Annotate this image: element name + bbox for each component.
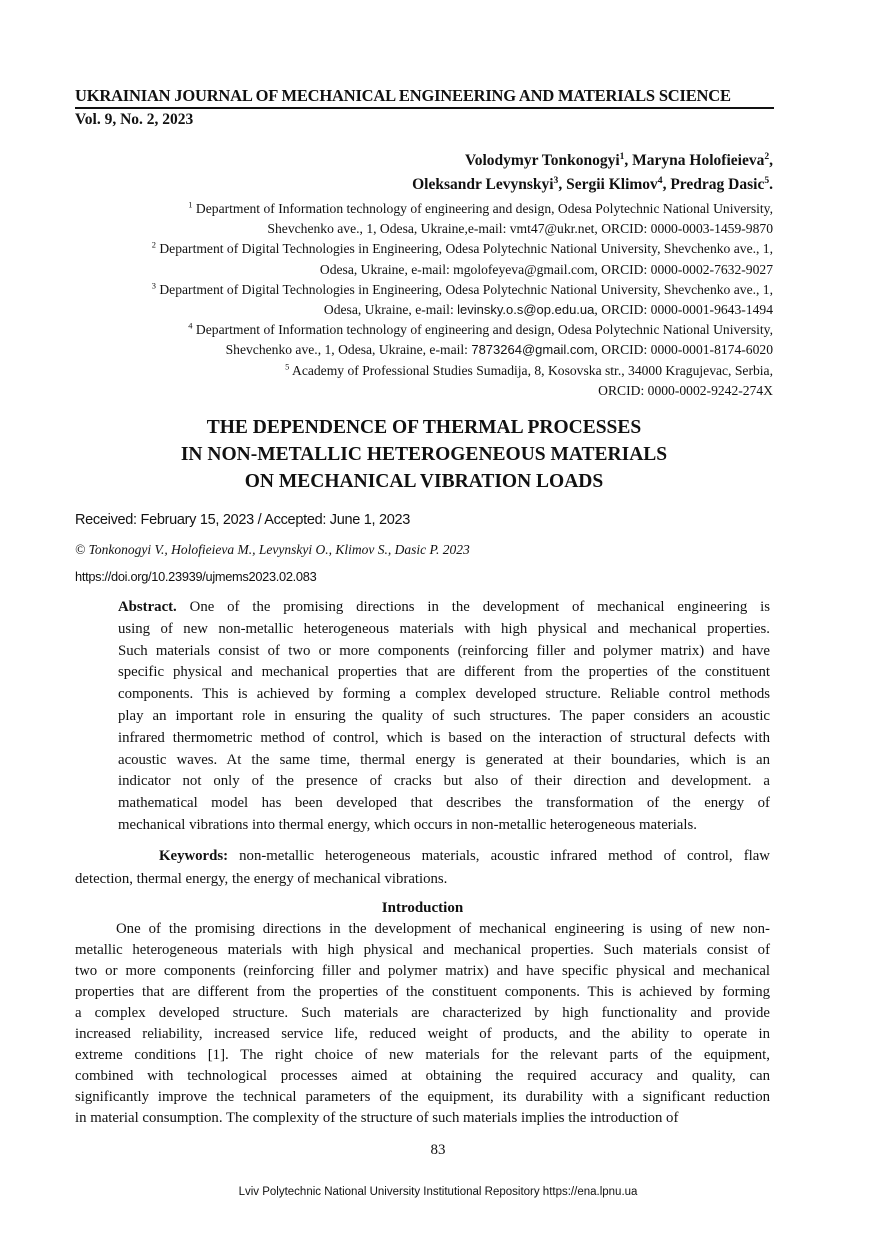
affiliation-text: ORCID: 0000-0002-9242-274X bbox=[598, 382, 773, 398]
author-list bbox=[412, 149, 773, 197]
text-line bbox=[118, 662, 770, 684]
affiliation-text: Department of Digital Technologies in Engineering, Odesa Polytechnic National University, Shevchenko ave., 1, bbox=[159, 241, 773, 257]
affiliations bbox=[152, 199, 773, 401]
repository-footer: Lviv Polytechnic National University Institutional Repository https://ena.lpnu.ua bbox=[238, 1186, 638, 1198]
text-line bbox=[75, 940, 770, 961]
line-text: mechanical vibrations into thermal energy, which occurs in non-metallic heterogeneous materials. bbox=[118, 816, 697, 833]
line-text: specific physical and mechanical properties that are different from the properties of the constituent bbox=[118, 664, 770, 681]
affiliation-text: Department of Information technology of engineering and design, Odesa Polytechnic National University, bbox=[195, 322, 773, 338]
affiliation-line bbox=[152, 260, 773, 280]
author-sep: , bbox=[769, 152, 773, 169]
body-text bbox=[75, 597, 770, 1129]
text-line bbox=[75, 1066, 770, 1087]
line-text: infrared thermometric method of control, which is based on the interaction of structural defects with bbox=[118, 729, 770, 746]
author-sup: 2 bbox=[764, 150, 770, 162]
text-line bbox=[75, 868, 770, 891]
line-text: properties that are different from the properties of the constituent components. This is achieved by forming bbox=[75, 983, 770, 1000]
author-name: Predrag Dasic bbox=[670, 176, 765, 193]
copyright: © Tonkonogyi V., Holofieieva M., Levynskyi O., Klimov S., Dasic P. 2023 bbox=[75, 542, 470, 557]
author-line bbox=[412, 149, 773, 173]
text-line bbox=[75, 982, 770, 1003]
affiliation-text: Department of Information technology of engineering and design, Odesa Polytechnic National University, bbox=[195, 201, 773, 216]
line-text: acoustic waves. At the same time, thermal energy is generated at their boundaries, which is an bbox=[118, 751, 770, 768]
line-text: metallic heterogeneous materials with high physical and mechanical properties. Such materials consist of bbox=[75, 941, 770, 958]
line-text: non-metallic heterogeneous materials, acoustic infrared method of control, flaw bbox=[228, 847, 770, 864]
text-line bbox=[118, 706, 770, 728]
author-sep: , bbox=[624, 152, 633, 169]
affiliation-text: Odesa, Ukraine, e-mail: mgolofeyeva@gmail.com, ORCID: 0000-0002-7632-9027 bbox=[319, 261, 773, 277]
line-text: detection, thermal energy, the energy of mechanical vibrations. bbox=[75, 870, 448, 887]
header-rule bbox=[75, 107, 774, 109]
affiliation-line bbox=[152, 320, 773, 340]
affiliation-text: Shevchenko ave., 1, Odesa, Ukraine,e-mail: vmt47@ukr.net, ORCID: 0000-0003-1459-9870 bbox=[267, 221, 773, 237]
affiliation-sup: 1 bbox=[188, 199, 193, 210]
author-sep: . bbox=[769, 176, 773, 193]
affiliation-line bbox=[152, 280, 773, 300]
text-line bbox=[118, 597, 770, 619]
line-text: Such materials consist of two or more components (reinforcing filler and polymer matrix) and have bbox=[118, 642, 770, 659]
author-sup: 3 bbox=[553, 174, 559, 186]
line-text: mathematical model has been developed that describes the transformation of the energy of bbox=[118, 795, 770, 812]
affiliation-line bbox=[152, 300, 773, 320]
author-sup: 5 bbox=[764, 174, 770, 186]
text-line bbox=[75, 919, 770, 940]
paper-title bbox=[75, 414, 773, 495]
keywords bbox=[75, 845, 770, 891]
page-number: 83 bbox=[430, 1142, 446, 1158]
affiliation-text: Academy of Professional Studies Sumadija, 8, Kosovska str., 34000 Kragujevac, Serbia, bbox=[292, 362, 773, 378]
introduction-text bbox=[75, 919, 770, 1129]
line-text: One of the promising directions in the development of mechanical engineering is bbox=[176, 599, 770, 615]
text-line bbox=[118, 793, 770, 815]
author-sep: , bbox=[662, 176, 671, 193]
text-line bbox=[75, 1108, 770, 1129]
text-line bbox=[118, 684, 770, 706]
text-line bbox=[75, 961, 770, 982]
title-line: IN NON-METALLIC HETEROGENEOUS MATERIALS bbox=[180, 444, 668, 465]
title-line: ON MECHANICAL VIBRATION LOADS bbox=[244, 471, 604, 492]
affiliation-sup: 2 bbox=[151, 239, 156, 250]
text-line bbox=[118, 771, 770, 793]
line-text: extreme conditions [1]. The right choice of new materials for the relevant parts of the equipment, bbox=[75, 1046, 770, 1063]
affiliation-line bbox=[152, 381, 773, 401]
affiliation-text: , ORCID: 0000-0001-9643-1494 bbox=[594, 302, 773, 318]
text-line bbox=[75, 845, 770, 868]
label: Abstract. bbox=[118, 599, 177, 615]
volume-info: Vol. 9, No. 2, 2023 bbox=[75, 111, 194, 128]
line-text: combined with technological processes aimed at obtaining the required accuracy and quality, can bbox=[75, 1067, 770, 1084]
text-line bbox=[75, 1045, 770, 1066]
affiliation-line bbox=[152, 219, 773, 239]
author-sup: 4 bbox=[657, 174, 663, 186]
text-line bbox=[118, 619, 770, 641]
author-line bbox=[412, 173, 773, 197]
affiliation-sup: 3 bbox=[151, 280, 156, 291]
line-text: a complex developed structure. Such materials are characterized by high functionality and provide bbox=[75, 1004, 770, 1021]
received-dates: Received: February 15, 2023 / Accepted: June 1, 2023 bbox=[75, 512, 411, 528]
affiliation-text: Department of Digital Technologies in Engineering, Odesa Polytechnic National University, Shevchenko ave., 1, bbox=[159, 281, 773, 297]
text-line bbox=[75, 1024, 770, 1045]
line-text: significantly improve the technical parameters of the equipment, its durability with a significant reduction bbox=[75, 1088, 770, 1105]
affiliation-sup: 4 bbox=[188, 320, 193, 331]
author-name: Maryna Holofieieva bbox=[632, 152, 765, 169]
affiliation-line bbox=[152, 199, 773, 219]
affiliation-line bbox=[152, 340, 773, 360]
affiliation-line bbox=[152, 239, 773, 259]
line-text: increased reliability, increased service life, reduced weight of products, and the ability to operate in bbox=[75, 1025, 770, 1042]
line-text: indicator not only of the presence of cracks but also of their direction and development. a bbox=[118, 773, 770, 790]
affiliation-line bbox=[152, 361, 773, 381]
text-line bbox=[75, 1003, 770, 1024]
affiliation-sup: 5 bbox=[285, 361, 290, 372]
text-line bbox=[75, 1087, 770, 1108]
affiliation-text: Shevchenko ave., 1, Odesa, Ukraine, e-mail: bbox=[225, 342, 472, 358]
line-text: One of the promising directions in the development of mechanical engineering is using of new non- bbox=[116, 920, 770, 937]
author-name: Oleksandr Levynskyi bbox=[412, 176, 554, 193]
line-text: two or more components (reinforcing filler and polymer matrix) and have specific physical and mechanical bbox=[75, 962, 770, 979]
journal-title: UKRAINIAN JOURNAL OF MECHANICAL ENGINEERING AND MATERIALS SCIENCE bbox=[75, 86, 731, 105]
text-line bbox=[118, 728, 770, 750]
author-name: Volodymyr Tonkonogyi bbox=[464, 152, 620, 169]
line-text: components. This is achieved by forming a complex developed structure. Reliable control methods bbox=[118, 686, 770, 703]
label: Keywords: bbox=[159, 847, 229, 864]
line-text: play an important role in ensuring the quality of such structures. The paper considers an acoustic bbox=[118, 707, 770, 724]
line-text: in material consumption. The complexity of the structure of such materials implies the introduction of bbox=[75, 1109, 679, 1126]
line-text: using of new non-metallic heterogeneous materials with high physical and mechanical properties. bbox=[118, 620, 770, 637]
text-line bbox=[118, 815, 770, 837]
text-line bbox=[118, 641, 770, 663]
author-name: Sergii Klimov bbox=[566, 176, 658, 193]
affiliation-text: Odesa, Ukraine, e-mail: bbox=[323, 302, 458, 318]
author-sup: 1 bbox=[619, 150, 625, 162]
email-link[interactable]: 7873264@gmail.com bbox=[471, 342, 595, 358]
title-line: THE DEPENDENCE OF THERMAL PROCESSES bbox=[206, 417, 642, 438]
abstract bbox=[118, 597, 770, 837]
doi-link[interactable]: https://doi.org/10.23939/ujmems2023.02.083 bbox=[75, 569, 317, 584]
email-link[interactable]: levinsky.o.s@op.edu.ua bbox=[457, 302, 595, 318]
section-heading-introduction: Introduction bbox=[381, 899, 464, 916]
author-sep: , bbox=[558, 176, 567, 193]
affiliation-text: , ORCID: 0000-0001-8174-6020 bbox=[594, 342, 773, 358]
text-line bbox=[118, 750, 770, 772]
